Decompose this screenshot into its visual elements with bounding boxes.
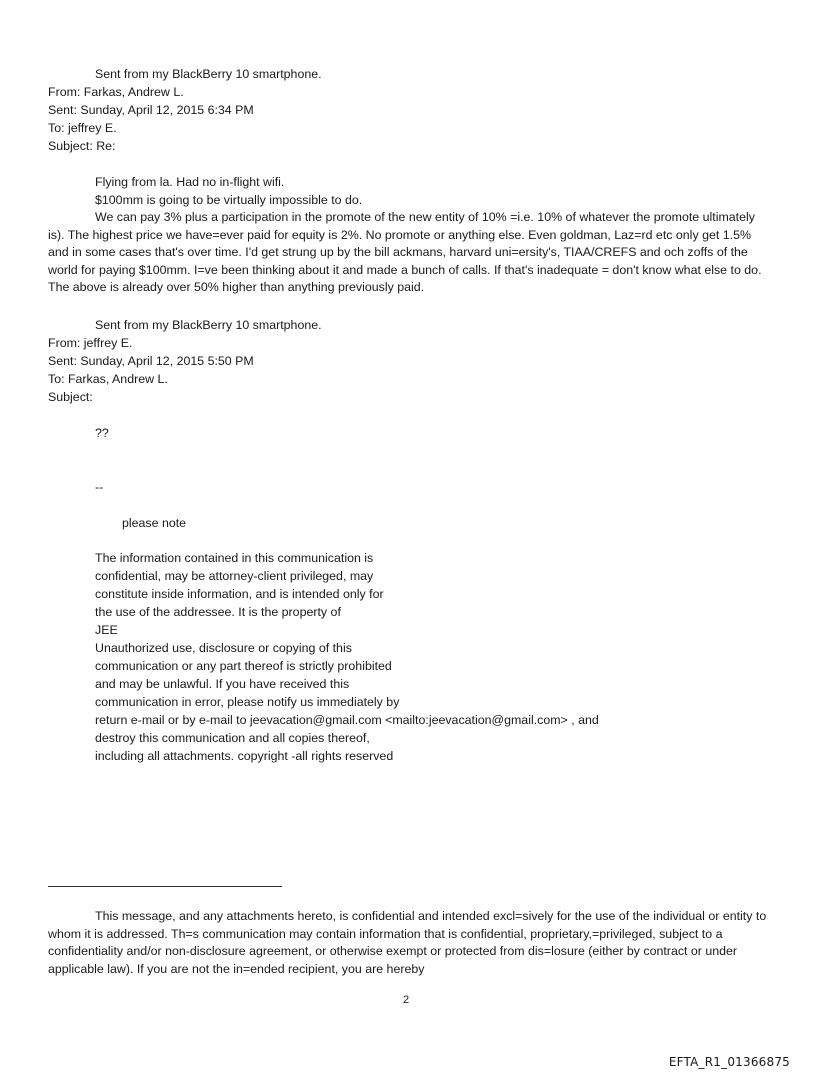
disclaimer-line: confidential, may be attorney-client privileged, may [95,569,374,583]
disclaimer-line: communication or any part thereof is strictly prohibited [95,659,392,673]
body-line: ?? [95,426,109,440]
disclaimer-line: communication in error, please notify us immediately by [95,695,400,709]
subject-line: Subject: [48,390,93,404]
separator: -- [95,480,104,494]
from-line: From: jeffrey E. [48,336,133,350]
disclaimer-line: and may be unlawful. If you have received this [95,677,350,691]
disclaimer-line: destroy this communication and all copies thereof, [95,731,370,745]
body-line: Flying from la. Had no in-flight wifi. [95,175,285,189]
body-paragraph: We can pay 3% plus a participation in the promote of the new entity of 10% =i.e. 10% of whatever the promote ultimately is). The highest price we have=ever paid for equity is 2%. No promote or anything else. Even goldman, Laz=rd etc only get 1.5% and in some cases that's over time. I'd get strung up by the bill ackmans, harvard uni=ersity's, TIAA/CREFS and och zoffs of the world for paying $100mm. I=ve been thinking about it and made a bunch of calls. If that's inadequate = don't know what else to do. The above is already over 50% higher than anything previously paid. [48,210,762,294]
to-line: To: jeffrey E. [48,121,117,135]
subject-line: Subject: Re: [48,139,116,153]
to-line: To: Farkas, Andrew L. [48,372,168,386]
footnote-divider [48,886,282,887]
disclaimer-line: return e-mail or by e-mail to jeevacation@gmail.com <mailto:jeevacation@gmail.com> , and [95,713,599,727]
page-number: 2 [403,994,410,1006]
sent-line: Sent: Sunday, April 12, 2015 5:50 PM [48,354,254,368]
disclaimer-line: JEE [95,623,118,637]
confidentiality-notice: This message, and any attachments hereto, is confidential and intended excl=sively for the use of the individual or entity to whom it is addressed. Th=s communication may contain information that is confidential, proprietary,=privileged, subject to a confidentiality and/or non-disclosure agreement, or otherwise exempt or protected from dis=losure (either by contract or under applicable law). If you are not the in=ended recipient, you are hereby [48,909,767,976]
disclaimer-line: Unauthorized use, disclosure or copying of this [95,641,352,655]
disclaimer-line: including all attachments. copyright -all rights reserved [95,749,394,763]
body-line: $100mm is going to be virtually impossible to do. [95,193,363,207]
sent-line: Sent: Sunday, April 12, 2015 6:34 PM [48,103,254,117]
disclaimer-line: constitute inside information, and is intended only for [95,587,384,601]
please-note: please note [122,516,187,530]
disclaimer-line: the use of the addressee. It is the property of [95,605,341,619]
from-line: From: Farkas, Andrew L. [48,85,184,99]
signature-line: Sent from my BlackBerry 10 smartphone. [95,67,322,81]
document-id: EFTA_R1_01366875 [668,1055,790,1069]
signature-line: Sent from my BlackBerry 10 smartphone. [95,318,322,332]
disclaimer-line: The information contained in this communication is [95,551,374,565]
